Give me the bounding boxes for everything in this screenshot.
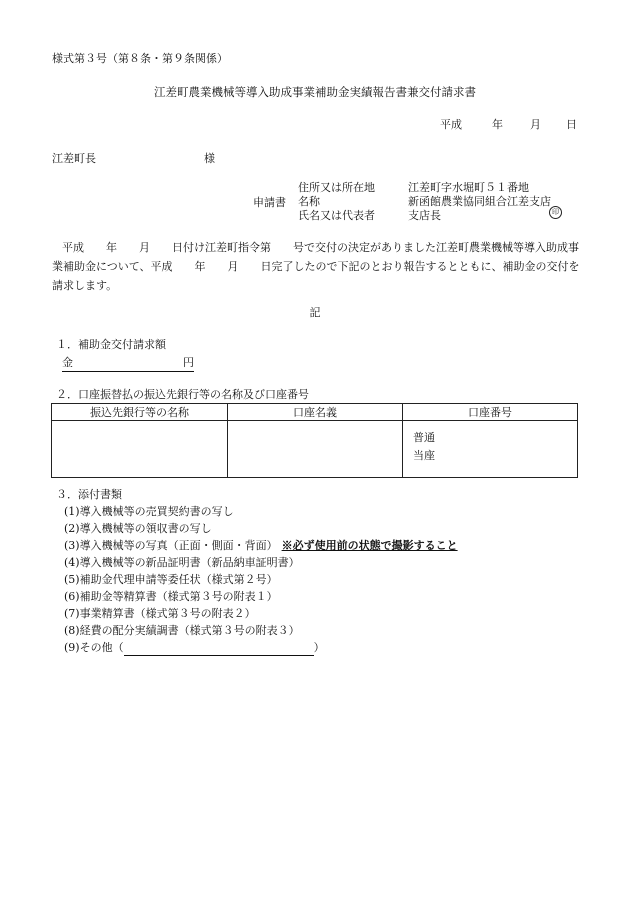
attachment-item-9-close: ） bbox=[313, 641, 325, 654]
form-number: 様式第３号（第８条・第９条関係） bbox=[52, 52, 228, 65]
amount-unit: 円 bbox=[183, 356, 194, 369]
other-blank-field[interactable] bbox=[124, 643, 314, 656]
account-number-header: 口座番号 bbox=[403, 404, 578, 421]
report-body-text: 平成 年 月 日付け江差町指令第 号で交付の決定がありました江差町農業機械等導入助成事業補助金について、平成 年 月 日完了したので下記のとおり報告するとともに、補助金の交付を請求します。 bbox=[52, 241, 580, 292]
table-row bbox=[52, 421, 578, 478]
addressee bbox=[52, 152, 215, 167]
account-holder-cell[interactable] bbox=[228, 421, 403, 478]
section1-heading: １．補助金交付請求額 bbox=[56, 338, 166, 351]
attachment-item-3-text: (3)導入機械等の写真（正面・側面・背面） bbox=[64, 539, 278, 552]
applicant-name-key: 名称 bbox=[298, 195, 320, 208]
applicant-representative-row bbox=[298, 209, 441, 224]
applicant-address-row bbox=[298, 181, 529, 196]
section2-heading: ２．口座振替払の振込先銀行等の名称及び口座番号 bbox=[56, 388, 309, 401]
applicant-label: 申請書 bbox=[253, 196, 286, 209]
table-header-row bbox=[52, 404, 578, 421]
applicant-representative-key: 氏名又は代表者 bbox=[298, 209, 375, 222]
account-number-cell[interactable] bbox=[403, 421, 578, 478]
attachment-item-4: (4)導入機械等の新品証明書（新品納車証明書） bbox=[64, 556, 300, 569]
applicant-address-key: 住所又は所在地 bbox=[298, 181, 375, 194]
bank-name-header: 振込先銀行等の名称 bbox=[52, 404, 228, 421]
applicant-name-row bbox=[298, 195, 551, 210]
attachment-item-3 bbox=[64, 539, 458, 554]
account-type-ordinary: 普通 bbox=[413, 431, 435, 444]
bank-name-cell[interactable] bbox=[52, 421, 228, 478]
attachment-item-8: (8)経費の配分実績調書（様式第３号の附表３） bbox=[64, 624, 300, 637]
date-month: 月 bbox=[530, 118, 541, 131]
applicant-name-value: 新函館農業協同組合江差支店 bbox=[408, 195, 551, 208]
attachment-item-1: (1)導入機械等の売買契約書の写し bbox=[64, 505, 234, 518]
attachment-item-9 bbox=[64, 641, 325, 656]
account-holder-header: 口座名義 bbox=[228, 404, 403, 421]
attachment-item-6: (6)補助金等精算書（様式第３号の附表１） bbox=[64, 590, 278, 603]
attachment-item-5: (5)補助金代理申請等委任状（様式第２号） bbox=[64, 573, 278, 586]
date-era: 平成 bbox=[440, 118, 462, 131]
document-title: 江差町農業機械等導入助成事業補助金実績報告書兼交付請求書 bbox=[154, 85, 476, 99]
attachment-item-2: (2)導入機械等の領収書の写し bbox=[64, 522, 212, 535]
amount-field[interactable] bbox=[62, 356, 194, 372]
ki-heading: 記 bbox=[309, 306, 321, 319]
date-year: 年 bbox=[492, 118, 503, 131]
seal-icon: 印 bbox=[549, 206, 562, 219]
bank-account-table bbox=[51, 403, 578, 478]
applicant-address-value: 江差町字水堀町５１番地 bbox=[408, 181, 529, 194]
date-line bbox=[440, 118, 577, 133]
addressee-mayor: 江差町長 bbox=[52, 152, 96, 165]
attachment-item-7: (7)事業精算書（様式第３号の附表２） bbox=[64, 607, 256, 620]
date-day: 日 bbox=[566, 118, 577, 131]
amount-prefix: 金 bbox=[62, 356, 73, 369]
applicant-representative-value: 支店長 bbox=[408, 209, 441, 222]
account-type-current: 当座 bbox=[413, 449, 435, 462]
photo-note: ※必ず使用前の状態で撮影すること bbox=[281, 539, 458, 552]
attachment-item-9-text: (9)その他（ bbox=[64, 641, 124, 654]
addressee-honorific: 様 bbox=[204, 152, 215, 165]
section3-heading: ３．添付書類 bbox=[56, 488, 122, 501]
